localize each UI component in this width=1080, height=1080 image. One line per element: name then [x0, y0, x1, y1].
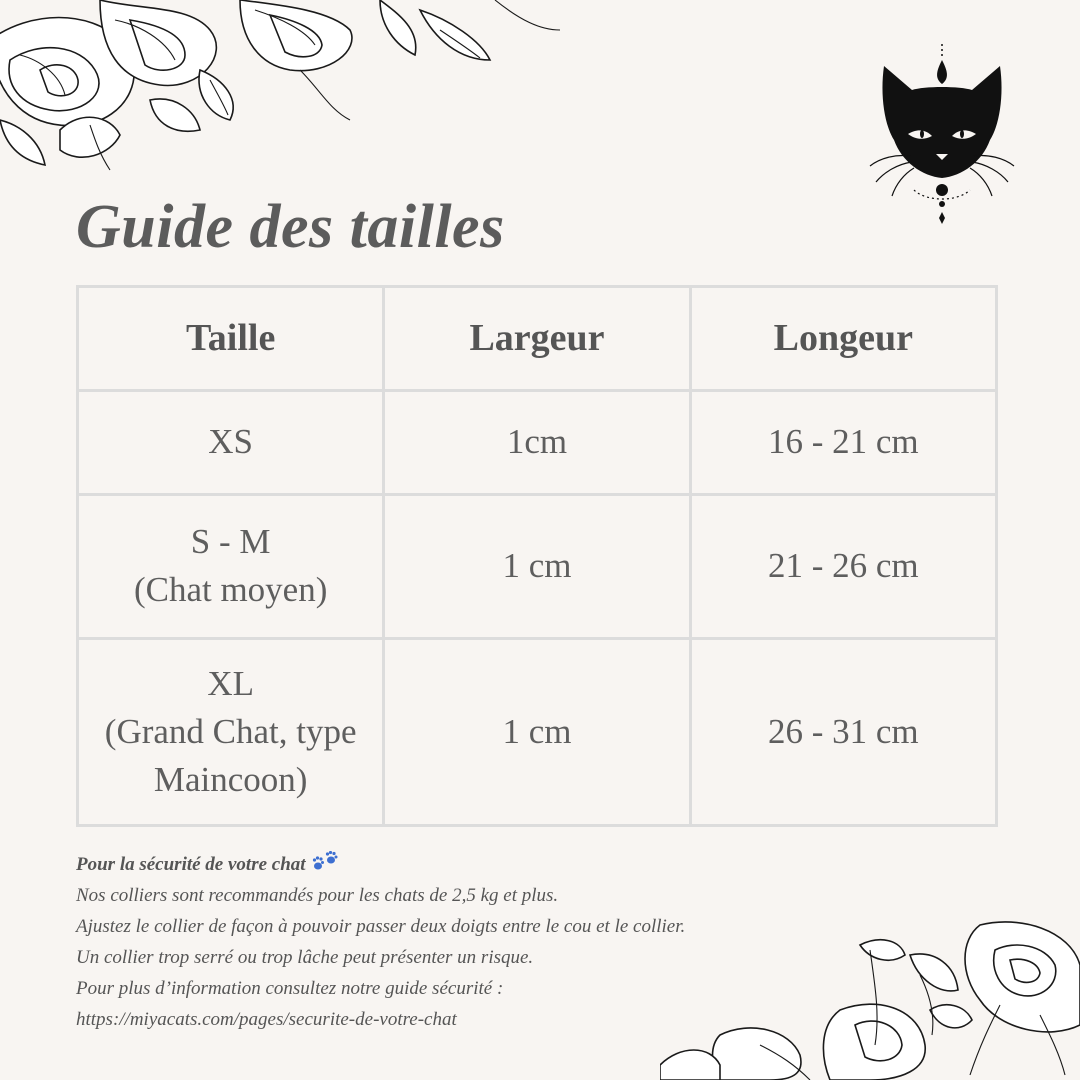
size-description: Maincoon) [153, 759, 308, 799]
safety-note-line: Pour plus d’information consultez notre guide sécurité : [76, 978, 504, 999]
safety-note-line: Un collier trop serré ou trop lâche peut présenter un risque. [76, 947, 534, 968]
length-cell: 16 - 21 cm [690, 390, 996, 494]
column-header-largeur: Largeur [384, 287, 690, 391]
size-label: S - M [190, 522, 271, 562]
column-header-taille: Taille [78, 287, 384, 391]
safety-notes [76, 849, 685, 1035]
floral-illustration-top [0, 0, 570, 175]
page-title: Guide des tailles [76, 193, 505, 261]
table-row [78, 390, 997, 494]
safety-heading: Pour la sécurité de votre chat [76, 854, 306, 875]
safety-guide-link[interactable]: https://miyacats.com/pages/securite-de-votre-chat [76, 1009, 457, 1030]
table-row [78, 638, 997, 825]
length-cell: 21 - 26 cm [690, 494, 996, 638]
size-description: (Chat moyen) [133, 570, 328, 610]
size-label: XL [207, 663, 254, 703]
safety-note-line: Ajustez le collier de façon à pouvoir passer deux doigts entre le cou et le collier. [76, 916, 686, 937]
size-cell [78, 638, 384, 825]
safety-note-line: Nos colliers sont recommandés pour les chats de 2,5 kg et plus. [76, 885, 559, 906]
floral-illustration-bottom [660, 915, 1080, 1080]
size-table [76, 285, 998, 827]
width-cell: 1 cm [384, 494, 690, 638]
column-header-longeur: Longeur [690, 287, 996, 391]
size-cell [78, 494, 384, 638]
table-row [78, 494, 997, 638]
size-label: XS [208, 422, 254, 462]
size-cell [78, 390, 384, 494]
cat-logo [866, 44, 1018, 228]
size-description: (Grand Chat, type [104, 711, 357, 751]
paw-prints-icon [312, 851, 340, 873]
width-cell: 1cm [384, 390, 690, 494]
length-cell: 26 - 31 cm [690, 638, 996, 825]
safety-heading-line [76, 849, 685, 880]
width-cell: 1 cm [384, 638, 690, 825]
table-header-row [78, 287, 997, 391]
